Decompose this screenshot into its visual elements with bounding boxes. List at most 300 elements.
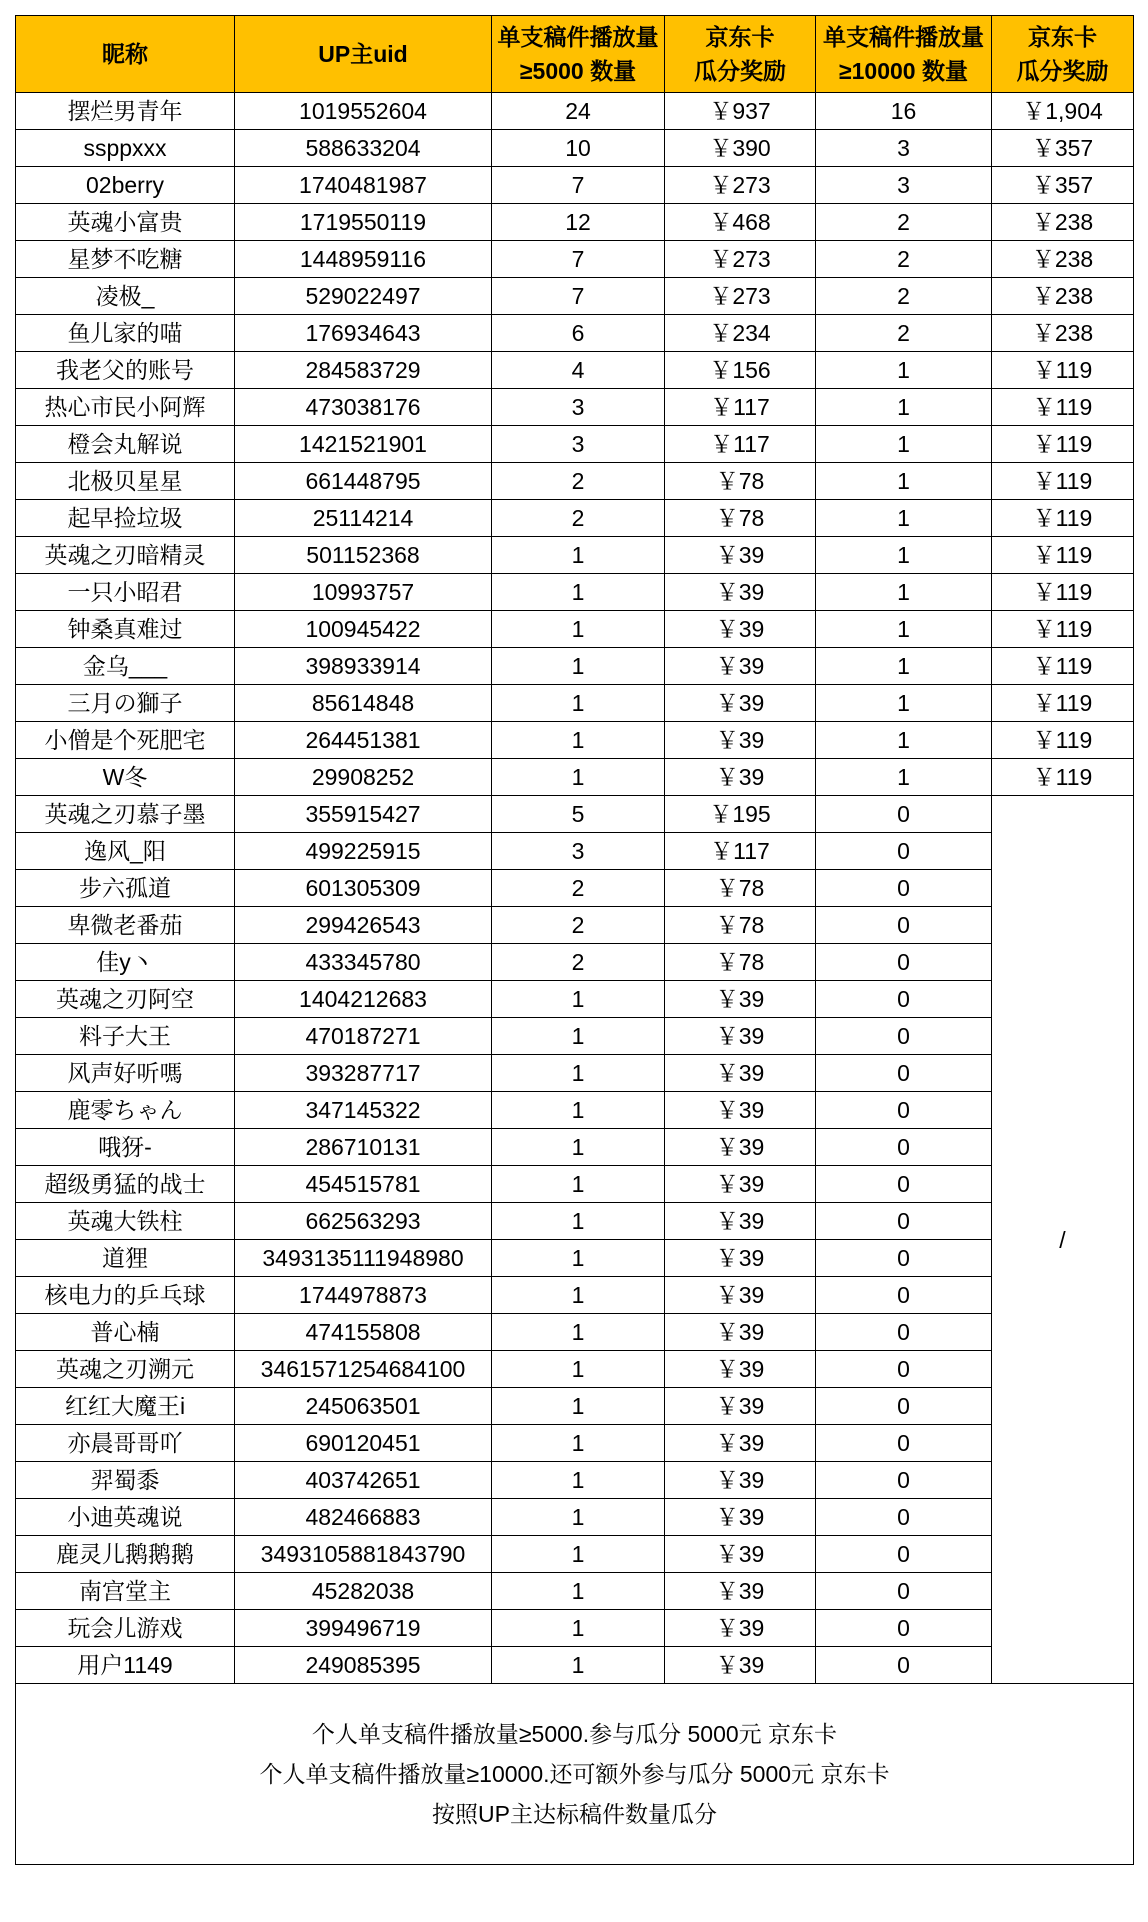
count-5000-cell: 1 [492,981,665,1018]
table-body [16,93,1134,1684]
uid-cell: 1421521901 [235,426,492,463]
count-5000-cell: 1 [492,1314,665,1351]
nickname-cell: ssppxxx [16,130,235,167]
count-5000-cell: 1 [492,1499,665,1536]
uid-cell: 3493135111948980 [235,1240,492,1277]
count-5000-cell: 7 [492,167,665,204]
count-5000-cell: 1 [492,648,665,685]
header-reward-5000-line2: 瓜分奖励 [694,58,786,84]
table-row [16,389,1134,426]
reward-5000-cell: ￥39 [665,1388,816,1425]
count-5000-cell: 1 [492,1647,665,1684]
count-10000-cell: 0 [816,1240,992,1277]
footer-note-line2: 个人单支稿件播放量≥10000.还可额外参与瓜分 5000元 京东卡 [259,1761,890,1787]
uid-cell: 474155808 [235,1314,492,1351]
count-10000-cell: 16 [816,93,992,130]
reward-5000-cell: ￥39 [665,981,816,1018]
reward-5000-cell: ￥39 [665,1351,816,1388]
uid-cell: 45282038 [235,1573,492,1610]
count-5000-cell: 1 [492,1536,665,1573]
reward-5000-cell: ￥39 [665,1425,816,1462]
table-row [16,352,1134,389]
count-5000-cell: 2 [492,463,665,500]
table-row [16,1129,1134,1166]
header-reward-10000-line2: 瓜分奖励 [1016,58,1109,84]
reward-10000-cell: ￥119 [992,611,1134,648]
reward-5000-cell: ￥39 [665,1166,816,1203]
reward-5000-cell: ￥39 [665,574,816,611]
nickname-cell: 我老父的账号 [16,352,235,389]
count-10000-cell: 0 [816,1092,992,1129]
count-5000-cell: 1 [492,1610,665,1647]
nickname-cell: 南宫堂主 [16,1573,235,1610]
count-10000-cell: 0 [816,870,992,907]
reward-5000-cell: ￥39 [665,611,816,648]
nickname-cell: 玩会儿游戏 [16,1610,235,1647]
reward-5000-cell: ￥39 [665,1277,816,1314]
reward-5000-cell: ￥39 [665,1573,816,1610]
reward-10000-cell: ￥119 [992,463,1134,500]
count-5000-cell: 1 [492,722,665,759]
reward-5000-cell: ￥937 [665,93,816,130]
count-10000-cell: 2 [816,204,992,241]
count-5000-cell: 1 [492,1277,665,1314]
count-10000-cell: 1 [816,759,992,796]
count-10000-cell: 0 [816,1351,992,1388]
nickname-cell: 料子大王 [16,1018,235,1055]
count-10000-cell: 0 [816,1610,992,1647]
uid-cell: 1719550119 [235,204,492,241]
uid-cell: 662563293 [235,1203,492,1240]
uid-cell: 176934643 [235,315,492,352]
uid-cell: 1019552604 [235,93,492,130]
nickname-cell: 鹿灵儿鹅鹅鹅 [16,1536,235,1573]
header-uid-label: UP主uid [318,41,408,67]
reward-5000-cell: ￥117 [665,833,816,870]
reward-10000-cell: ￥119 [992,574,1134,611]
reward-10000-cell: ￥119 [992,389,1134,426]
nickname-cell: 普心楠 [16,1314,235,1351]
uid-cell: 284583729 [235,352,492,389]
uid-cell: 499225915 [235,833,492,870]
count-5000-cell: 2 [492,944,665,981]
reward-5000-cell: ￥156 [665,352,816,389]
count-5000-cell: 1 [492,537,665,574]
count-5000-cell: 2 [492,870,665,907]
count-5000-cell: 2 [492,500,665,537]
header-count-10000 [816,16,992,93]
count-10000-cell: 0 [816,1425,992,1462]
count-5000-cell: 7 [492,241,665,278]
count-10000-cell: 0 [816,1129,992,1166]
count-10000-cell: 0 [816,1055,992,1092]
count-10000-cell: 1 [816,611,992,648]
uid-cell: 10993757 [235,574,492,611]
nickname-cell: 三月の獅子 [16,685,235,722]
count-5000-cell: 10 [492,130,665,167]
reward-10000-cell: ￥238 [992,204,1134,241]
reward-5000-cell: ￥39 [665,759,816,796]
uid-cell: 25114214 [235,500,492,537]
reward-5000-cell: ￥195 [665,796,816,833]
table-row [16,944,1134,981]
nickname-cell: 小僧是个死肥宅 [16,722,235,759]
reward-5000-cell: ￥39 [665,1462,816,1499]
reward-5000-cell: ￥39 [665,1055,816,1092]
uid-cell: 529022497 [235,278,492,315]
footer-row [16,1684,1134,1865]
count-10000-cell: 1 [816,352,992,389]
reward-5000-cell: ￥39 [665,722,816,759]
count-5000-cell: 1 [492,1166,665,1203]
nickname-cell: 英魂之刃阿空 [16,981,235,1018]
header-reward-5000 [665,16,816,93]
uid-cell: 399496719 [235,1610,492,1647]
uid-cell: 355915427 [235,796,492,833]
uid-cell: 29908252 [235,759,492,796]
table-row [16,167,1134,204]
table-row [16,1018,1134,1055]
nickname-cell: 英魂之刃溯元 [16,1351,235,1388]
nickname-cell: 用户1149 [16,1647,235,1684]
reward-5000-cell: ￥273 [665,167,816,204]
header-count-5000 [492,16,665,93]
table-row [16,870,1134,907]
reward-5000-cell: ￥117 [665,389,816,426]
count-5000-cell: 4 [492,352,665,389]
table-row [16,1536,1134,1573]
count-10000-cell: 2 [816,278,992,315]
footer-note-line3: 按照UP主达标稿件数量瓜分 [432,1801,717,1827]
reward-5000-cell: ￥78 [665,944,816,981]
count-10000-cell: 0 [816,981,992,1018]
count-10000-cell: 0 [816,1462,992,1499]
reward-5000-cell: ￥78 [665,463,816,500]
nickname-cell: 橙会丸解说 [16,426,235,463]
count-10000-cell: 1 [816,500,992,537]
reward-10000-cell: ￥119 [992,722,1134,759]
uid-cell: 454515781 [235,1166,492,1203]
header-reward-10000-line1: 京东卡 [1028,24,1097,50]
reward-10000-cell: ￥119 [992,537,1134,574]
header-nickname [16,16,235,93]
table-row [16,130,1134,167]
count-10000-cell: 0 [816,833,992,870]
table-row [16,1314,1134,1351]
table-row [16,500,1134,537]
reward-10000-cell: ￥238 [992,241,1134,278]
reward-5000-cell: ￥39 [665,1536,816,1573]
reward-table [15,15,1134,1865]
uid-cell: 501152368 [235,537,492,574]
uid-cell: 1448959116 [235,241,492,278]
nickname-cell: 摆烂男青年 [16,93,235,130]
reward-10000-cell: ￥119 [992,500,1134,537]
nickname-cell: 风声好听嗎 [16,1055,235,1092]
table-row [16,1092,1134,1129]
count-5000-cell: 3 [492,389,665,426]
count-5000-cell: 1 [492,685,665,722]
nickname-cell: 一只小昭君 [16,574,235,611]
count-5000-cell: 2 [492,907,665,944]
count-10000-cell: 0 [816,1573,992,1610]
uid-cell: 393287717 [235,1055,492,1092]
nickname-cell: 钟桑真难过 [16,611,235,648]
uid-cell: 398933914 [235,648,492,685]
count-10000-cell: 1 [816,426,992,463]
nickname-cell: 羿蜀黍 [16,1462,235,1499]
count-5000-cell: 1 [492,1018,665,1055]
nickname-cell: 02berry [16,167,235,204]
nickname-cell: 英魂小富贵 [16,204,235,241]
table-row [16,1277,1134,1314]
nickname-cell: 哦犽- [16,1129,235,1166]
count-5000-cell: 5 [492,796,665,833]
nickname-cell: 亦晨哥哥吖 [16,1425,235,1462]
count-10000-cell: 0 [816,944,992,981]
table-row [16,648,1134,685]
uid-cell: 299426543 [235,907,492,944]
reward-5000-cell: ￥78 [665,500,816,537]
count-10000-cell: 0 [816,1536,992,1573]
table-row [16,463,1134,500]
table-row [16,426,1134,463]
uid-cell: 661448795 [235,463,492,500]
nickname-cell: 超级勇猛的战士 [16,1166,235,1203]
count-10000-cell: 0 [816,1647,992,1684]
table-row [16,1647,1134,1684]
count-5000-cell: 1 [492,1351,665,1388]
reward-5000-cell: ￥78 [665,870,816,907]
reward-10000-cell: ￥1,904 [992,93,1134,130]
uid-cell: 403742651 [235,1462,492,1499]
count-5000-cell: 1 [492,1240,665,1277]
count-5000-cell: 1 [492,1573,665,1610]
table-row [16,981,1134,1018]
reward-10000-cell: ￥357 [992,167,1134,204]
count-10000-cell: 1 [816,685,992,722]
nickname-cell: 起早捡垃圾 [16,500,235,537]
table-row [16,537,1134,574]
count-10000-cell: 1 [816,574,992,611]
table-row [16,907,1134,944]
uid-cell: 245063501 [235,1388,492,1425]
count-10000-cell: 1 [816,648,992,685]
nickname-cell: 北极贝星星 [16,463,235,500]
uid-cell: 1744978873 [235,1277,492,1314]
count-10000-cell: 2 [816,241,992,278]
header-uid [235,16,492,93]
uid-cell: 264451381 [235,722,492,759]
reward-5000-cell: ￥390 [665,130,816,167]
table-row [16,1240,1134,1277]
header-count-5000-line1: 单支稿件播放量 [497,24,659,50]
count-5000-cell: 1 [492,1425,665,1462]
reward-5000-cell: ￥39 [665,1203,816,1240]
count-5000-cell: 12 [492,204,665,241]
uid-cell: 1404212683 [235,981,492,1018]
count-5000-cell: 1 [492,574,665,611]
count-5000-cell: 3 [492,426,665,463]
table-row [16,93,1134,130]
count-10000-cell: 0 [816,1166,992,1203]
table-row [16,611,1134,648]
header-count-5000-line2: ≥5000 数量 [519,58,637,84]
nickname-cell: 道狸 [16,1240,235,1277]
count-10000-cell: 0 [816,1277,992,1314]
table-row [16,315,1134,352]
nickname-cell: 鹿零ちゃん [16,1092,235,1129]
reward-5000-cell: ￥39 [665,537,816,574]
reward-5000-cell: ￥39 [665,648,816,685]
header-count-10000-line2: ≥10000 数量 [839,58,968,84]
footer-notes [16,1684,1134,1865]
nickname-cell: 红红大魔王i [16,1388,235,1425]
count-5000-cell: 1 [492,1055,665,1092]
footer-note-line1: 个人单支稿件播放量≥5000.参与瓜分 5000元 京东卡 [311,1721,838,1747]
nickname-cell: 星梦不吃糖 [16,241,235,278]
nickname-cell: 凌极_ [16,278,235,315]
header-nickname-label: 昵称 [102,41,148,67]
count-5000-cell: 1 [492,1092,665,1129]
count-10000-cell: 0 [816,1388,992,1425]
nickname-cell: 逸风_阳 [16,833,235,870]
table-row [16,1166,1134,1203]
table-row [16,1055,1134,1092]
uid-cell: 690120451 [235,1425,492,1462]
table-row [16,1573,1134,1610]
table-row [16,722,1134,759]
reward-10000-cell: ￥119 [992,759,1134,796]
count-10000-cell: 0 [816,1203,992,1240]
uid-cell: 85614848 [235,685,492,722]
nickname-cell: 卑微老番茄 [16,907,235,944]
reward-5000-cell: ￥39 [665,1610,816,1647]
reward-5000-cell: ￥39 [665,1314,816,1351]
uid-cell: 249085395 [235,1647,492,1684]
nickname-cell: 小迪英魂说 [16,1499,235,1536]
reward-10000-merged-cell: / [992,796,1134,1684]
uid-cell: 482466883 [235,1499,492,1536]
count-10000-cell: 2 [816,315,992,352]
table-row [16,833,1134,870]
nickname-cell: 金乌___ [16,648,235,685]
uid-cell: 1740481987 [235,167,492,204]
header-row [16,16,1134,93]
count-5000-cell: 1 [492,759,665,796]
reward-5000-cell: ￥273 [665,278,816,315]
table-row [16,1462,1134,1499]
count-10000-cell: 1 [816,537,992,574]
reward-5000-cell: ￥39 [665,1647,816,1684]
count-10000-cell: 0 [816,1314,992,1351]
reward-5000-cell: ￥39 [665,1240,816,1277]
reward-5000-cell: ￥39 [665,1499,816,1536]
uid-cell: 100945422 [235,611,492,648]
nickname-cell: 英魂之刃慕子墨 [16,796,235,833]
count-5000-cell: 3 [492,833,665,870]
uid-cell: 347145322 [235,1092,492,1129]
table-row [16,241,1134,278]
uid-cell: 588633204 [235,130,492,167]
count-10000-cell: 0 [816,1018,992,1055]
uid-cell: 3493105881843790 [235,1536,492,1573]
count-10000-cell: 0 [816,907,992,944]
uid-cell: 3461571254684100 [235,1351,492,1388]
reward-10000-cell: ￥238 [992,315,1134,352]
reward-10000-cell: ￥357 [992,130,1134,167]
header-count-10000-line1: 单支稿件播放量 [823,24,984,50]
table-row [16,1351,1134,1388]
uid-cell: 286710131 [235,1129,492,1166]
reward-5000-cell: ￥39 [665,1092,816,1129]
reward-5000-cell: ￥117 [665,426,816,463]
nickname-cell: 英魂大铁柱 [16,1203,235,1240]
count-5000-cell: 1 [492,611,665,648]
table-row [16,1425,1134,1462]
uid-cell: 473038176 [235,389,492,426]
count-5000-cell: 1 [492,1388,665,1425]
table-row [16,1388,1134,1425]
nickname-cell: 英魂之刃暗精灵 [16,537,235,574]
count-10000-cell: 1 [816,389,992,426]
count-10000-cell: 0 [816,1499,992,1536]
nickname-cell: 鱼儿家的喵 [16,315,235,352]
reward-10000-cell: ￥238 [992,278,1134,315]
table-row [16,759,1134,796]
count-10000-cell: 1 [816,463,992,500]
table-row [16,1499,1134,1536]
count-10000-cell: 0 [816,796,992,833]
uid-cell: 433345780 [235,944,492,981]
header-reward-5000-line1: 京东卡 [705,24,775,50]
count-5000-cell: 7 [492,278,665,315]
count-10000-cell: 3 [816,130,992,167]
table-row [16,1610,1134,1647]
nickname-cell: 佳y丶 [16,944,235,981]
count-5000-cell: 1 [492,1462,665,1499]
nickname-cell: 核电力的乒乓球 [16,1277,235,1314]
count-10000-cell: 1 [816,722,992,759]
reward-10000-cell: ￥119 [992,352,1134,389]
table-row [16,1203,1134,1240]
uid-cell: 601305309 [235,870,492,907]
count-5000-cell: 1 [492,1203,665,1240]
reward-5000-cell: ￥273 [665,241,816,278]
table-row [16,204,1134,241]
uid-cell: 470187271 [235,1018,492,1055]
count-5000-cell: 6 [492,315,665,352]
reward-5000-cell: ￥468 [665,204,816,241]
table-row [16,796,1134,833]
reward-5000-cell: ￥78 [665,907,816,944]
reward-10000-cell: ￥119 [992,648,1134,685]
reward-10000-cell: ￥119 [992,426,1134,463]
count-5000-cell: 1 [492,1129,665,1166]
header-reward-10000 [992,16,1134,93]
reward-5000-cell: ￥234 [665,315,816,352]
nickname-cell: 热心市民小阿辉 [16,389,235,426]
nickname-cell: 步六孤道 [16,870,235,907]
reward-5000-cell: ￥39 [665,1129,816,1166]
table-row [16,574,1134,611]
reward-5000-cell: ￥39 [665,1018,816,1055]
reward-5000-cell: ￥39 [665,685,816,722]
table-row [16,278,1134,315]
count-10000-cell: 3 [816,167,992,204]
table-row [16,685,1134,722]
reward-10000-cell: ￥119 [992,685,1134,722]
